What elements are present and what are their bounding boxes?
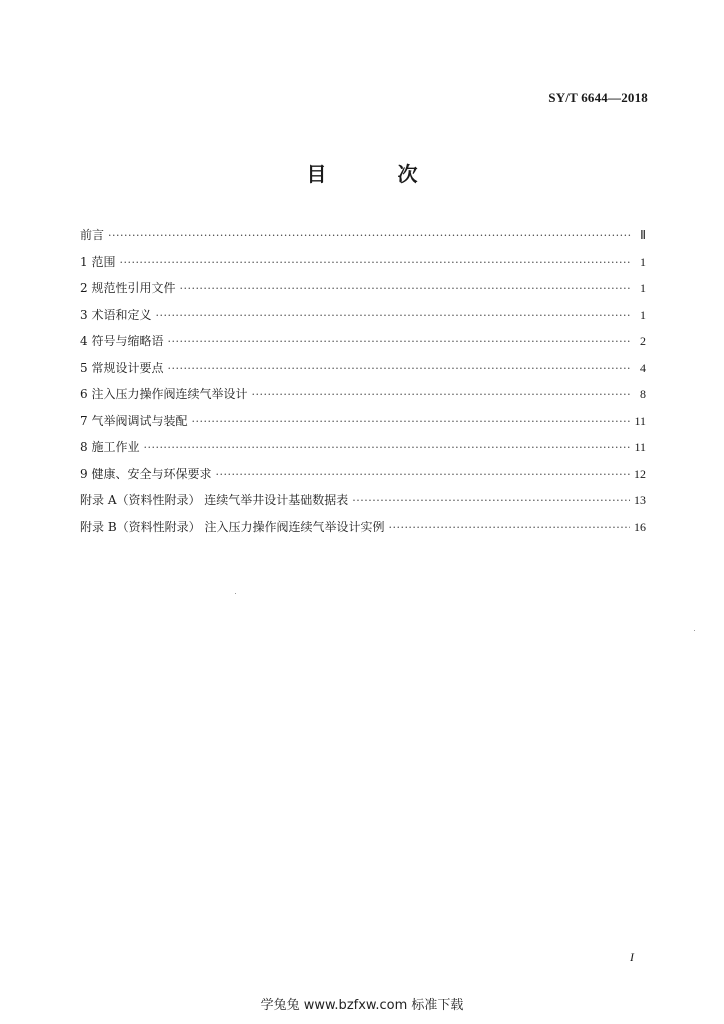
- toc-leader-dots: [167, 362, 632, 375]
- toc-entry-label: 8 施工作业: [80, 440, 140, 454]
- toc-entry-label: 附录 A（资料性附录） 连续气举井设计基础数据表: [80, 493, 349, 507]
- toc-entry[interactable]: [80, 412, 646, 439]
- scan-speck: [235, 593, 236, 594]
- toc-entry[interactable]: [80, 518, 646, 545]
- toc-leader-dots: [388, 521, 630, 534]
- toc-entry-page: 4: [640, 360, 646, 375]
- toc-leader-dots: [119, 256, 632, 269]
- table-of-contents: [80, 226, 646, 544]
- page-title: 目 次: [306, 162, 450, 186]
- toc-leader-dots: [143, 441, 630, 454]
- toc-leader-dots: [215, 468, 630, 481]
- toc-entry-page: 1: [640, 254, 646, 269]
- toc-entry-page: Ⅱ: [640, 228, 646, 242]
- toc-leader-dots: [179, 282, 632, 295]
- toc-entry-label: 2 规范性引用文件: [80, 281, 176, 295]
- toc-entry[interactable]: [80, 226, 646, 253]
- toc-entry-page: 2: [640, 334, 646, 348]
- toc-entry[interactable]: [80, 253, 646, 280]
- toc-entry[interactable]: [80, 359, 646, 386]
- toc-entry-label: 7 气举阀调试与装配: [80, 413, 188, 428]
- toc-entry-page: 12: [634, 466, 646, 481]
- toc-entry-page: 1: [640, 307, 646, 322]
- toc-leader-dots: [155, 309, 632, 322]
- toc-entry-page: 13: [634, 493, 646, 507]
- toc-entry-page: 1: [640, 281, 646, 295]
- toc-entry-label: 附录 B（资料性附录） 注入压力操作阀连续气举设计实例: [80, 519, 385, 534]
- toc-entry[interactable]: [80, 385, 646, 412]
- toc-entry-page: 11: [634, 413, 646, 428]
- toc-entry-label: 9 健康、安全与环保要求: [80, 466, 212, 481]
- toc-entry-page: 8: [640, 387, 646, 401]
- toc-entry[interactable]: [80, 438, 646, 465]
- toc-leader-dots: [108, 229, 632, 242]
- toc-entry-label: 前言: [80, 228, 105, 242]
- toc-entry-label: 6 注入压力操作阀连续气举设计: [80, 387, 248, 401]
- toc-entry[interactable]: [80, 332, 646, 359]
- toc-entry[interactable]: [80, 279, 646, 306]
- scan-speck: [694, 630, 695, 631]
- toc-leader-dots: [352, 494, 630, 507]
- toc-leader-dots: [167, 335, 632, 348]
- toc-entry[interactable]: [80, 491, 646, 518]
- toc-entry-label: 1 范围: [80, 254, 116, 269]
- toc-entry-label: 4 符号与缩略语: [80, 334, 164, 348]
- toc-entry[interactable]: [80, 306, 646, 333]
- toc-entry-label: 3 术语和定义: [80, 307, 152, 322]
- toc-entry-page: 16: [634, 519, 646, 534]
- toc-entry-label: 5 常规设计要点: [80, 360, 164, 375]
- watermark-footer: 学兔兔 www.bzfxw.com 标准下载: [260, 998, 464, 1013]
- toc-entry[interactable]: [80, 465, 646, 492]
- toc-leader-dots: [191, 415, 630, 428]
- standard-number: SY/T 6644—2018: [548, 90, 648, 105]
- toc-entry-page: 11: [634, 440, 646, 454]
- toc-leader-dots: [251, 388, 632, 401]
- page-number: I: [630, 950, 634, 964]
